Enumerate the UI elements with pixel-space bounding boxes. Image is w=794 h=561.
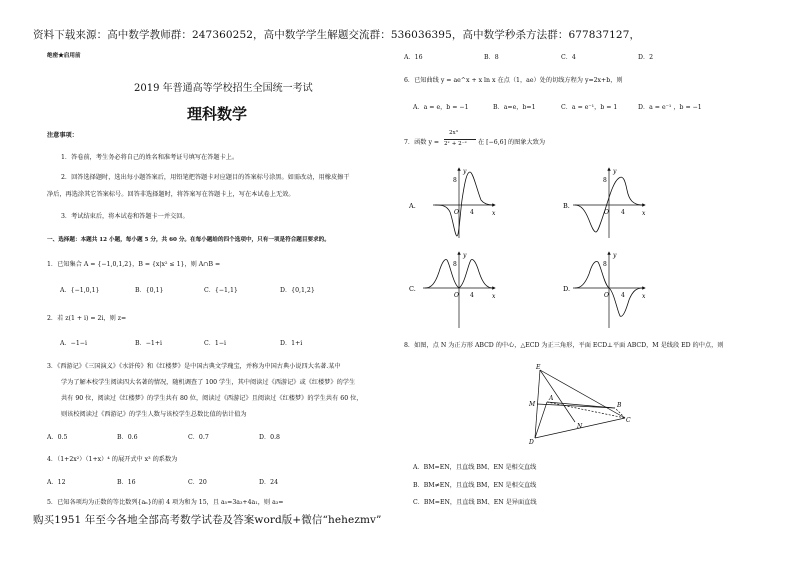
q7-fraction-bar bbox=[444, 139, 476, 140]
q4-option-c: C．20 bbox=[188, 479, 207, 486]
section-heading: 一、选择题：本题共 12 小题，每小题 5 分，共 60 分。在每小题给的四个选项中，只有一项是符合题目要求的。 bbox=[47, 237, 330, 243]
graph-b-y-label: y bbox=[613, 168, 617, 175]
q5-option-c: C．4 bbox=[561, 54, 576, 61]
point-m: M bbox=[529, 401, 536, 408]
point-a: A bbox=[549, 395, 554, 402]
q8-option-c: C．BM=EN，且直线 BM、EN 是异面直线 bbox=[413, 499, 537, 506]
q7-denominator: 2ˣ + 2⁻ˣ bbox=[444, 141, 468, 147]
point-b: B bbox=[617, 402, 622, 409]
segment-en bbox=[540, 370, 575, 422]
point-n: N bbox=[577, 423, 583, 430]
graph-a-origin: O bbox=[454, 209, 459, 216]
notice-2-cont: 净后，再选涂其它答案标号。回答非选择题时，将答案写在答题卡上，写在本试卷上无效。 bbox=[47, 191, 295, 198]
footer-banner: 购买1951 年至今各地全部高考数学试卷及答案word版+微信“hehezmv” bbox=[33, 514, 382, 526]
graph-a bbox=[408, 168, 496, 238]
graph-c-origin: O bbox=[454, 292, 459, 299]
edge-da bbox=[535, 402, 547, 438]
graph-d-tick-x: 4 bbox=[621, 292, 625, 299]
question-3-line4: 则该校阅读过《西游记》的学生人数与该校学生总数比值的估计值为 bbox=[61, 411, 247, 418]
q1-option-a: A．{−1,0,1} bbox=[60, 287, 100, 294]
question-5: 5．已知各项均为正数的等比数列{aₙ}的前 4 项为和为 15，且 a₅=3a₃+4a₁，则 a₃= bbox=[47, 499, 284, 506]
q8-figure bbox=[520, 360, 640, 450]
graph-b bbox=[563, 168, 646, 238]
graph-a-tick-y: 8 bbox=[453, 177, 457, 184]
q8-option-b: B．BM≠EN，且直线 BM，EN 是相交直线 bbox=[413, 482, 537, 489]
q2-option-b: B．−1+i bbox=[135, 340, 163, 347]
graph-c-tick-x: 4 bbox=[470, 292, 474, 299]
q6-option-d: D．a = e⁻¹ ，b = −1 bbox=[638, 104, 702, 111]
q7-suffix: 在 [−6,6] 的图象大致为 bbox=[478, 139, 546, 146]
graph-a-x-label: x bbox=[492, 210, 496, 217]
question-4: 4．（1+2x²）（1+x）⁴ 的展开式中 x³ 的系数为 bbox=[47, 456, 178, 463]
q3-option-a: A．0.5 bbox=[47, 434, 68, 441]
graph-c-tick-y: 8 bbox=[453, 261, 457, 268]
exam-title: 2019 年普通高等学校招生全国统一考试 bbox=[134, 83, 313, 94]
header-banner: 资料下载来源：高中数学教师群：247360252，高中数学学生解题交流群：536036395，高中数学秒杀方法群：677837127， bbox=[33, 29, 641, 41]
edge-ec bbox=[540, 370, 625, 418]
graph-d-origin: O bbox=[604, 292, 609, 299]
question-3-line2: 学为了解本校学生阅读四大名著的情况，随机调查了 100 学生，其中阅读过《西游记》或《红楼梦》的学生 bbox=[61, 379, 356, 386]
secret-label: 绝密★启用前 bbox=[47, 53, 81, 59]
question-3-line3: 共有 90 位，阅读过《红楼梦》的学生共有 80 位，阅读过《西游记》且阅读过《红楼梦》的学生共有 60 位， bbox=[61, 395, 363, 402]
q7-graphs bbox=[395, 160, 785, 330]
point-e: E bbox=[536, 364, 541, 371]
question-1: 1．已知集合 A = {−1,0,1,2}，B = {x|x² ≤ 1}，则 A∩B = bbox=[47, 261, 221, 268]
q2-option-a: A．−1−i bbox=[60, 340, 87, 347]
q2-option-c: C．1−i bbox=[204, 340, 227, 347]
q3-option-b: B．0.6 bbox=[117, 434, 138, 441]
graph-c-x-label: x bbox=[492, 293, 496, 300]
q3-option-c: C．0.7 bbox=[188, 434, 209, 441]
q6-option-a: A．a = e，b = −1 bbox=[413, 104, 469, 111]
graph-b-tick-y: 8 bbox=[603, 177, 607, 184]
graph-c bbox=[409, 252, 496, 328]
q5-option-d: D．2 bbox=[638, 54, 654, 61]
q3-option-d: D．0.8 bbox=[259, 434, 280, 441]
q8-option-a: A．BM=EN，且直线 BM、EN 是相交直线 bbox=[413, 464, 537, 471]
q7-prefix: 7．函数 y = bbox=[404, 139, 440, 146]
graph-d-label: D. bbox=[563, 285, 571, 293]
q7-numerator: 2x³ bbox=[449, 130, 458, 136]
graph-d-x-label: x bbox=[642, 293, 646, 300]
q6-option-c: C．a = e⁻¹，b = 1 bbox=[561, 104, 618, 111]
graph-b-x-label: x bbox=[642, 210, 646, 217]
question-3-line1: 3．《西游记》《三国演义》《水浒传》和《红楼梦》是中国古典文学瑰宝，并称为中国古典小说四大名著.某中 bbox=[47, 363, 341, 370]
q4-option-d: D．24 bbox=[259, 479, 279, 486]
graph-d-y-label: y bbox=[613, 252, 617, 259]
graph-b-tick-x: 4 bbox=[621, 209, 625, 216]
graph-d bbox=[563, 252, 646, 328]
graph-c-label: C. bbox=[409, 285, 416, 293]
graph-a-tick-x: 4 bbox=[470, 209, 474, 216]
q1-option-d: D．{0,1,2} bbox=[280, 287, 315, 294]
graph-a-y-label: y bbox=[463, 168, 467, 175]
q2-option-d: D．1+i bbox=[280, 340, 303, 347]
graph-d-tick-y: 8 bbox=[603, 261, 607, 268]
diagonal-ac bbox=[547, 402, 625, 418]
question-2: 2．若 z(1 + i) = 2i，则 z= bbox=[47, 315, 127, 322]
notice-3: 3．考试结束后，将本试卷和答题卡一并交回。 bbox=[61, 213, 189, 220]
graph-a-label: A. bbox=[409, 202, 416, 210]
q4-option-b: B．16 bbox=[117, 479, 136, 486]
question-6: 6．已知曲线 y = ae^x + x ln x 在点（1，ae）处的切线方程为 y=2x+b，则 bbox=[404, 77, 623, 84]
graph-a-curve bbox=[435, 172, 493, 236]
graph-b-label: B. bbox=[563, 202, 570, 210]
graph-c-y-label: y bbox=[463, 252, 467, 259]
q5-option-a: A．16 bbox=[404, 54, 423, 61]
graph-b-origin: O bbox=[604, 209, 609, 216]
notice-1: 1．答卷前，考生务必将自己的姓名和准考证号填写在答题卡上。 bbox=[61, 154, 239, 161]
q4-option-a: A．12 bbox=[47, 479, 66, 486]
point-d: D bbox=[529, 439, 534, 446]
q1-option-b: B．{0,1} bbox=[135, 287, 164, 294]
q5-option-b: B．8 bbox=[484, 54, 499, 61]
question-8: 8．如图，点 N 为正方形 ABCD 的中心，△ECD 为正三角形，平面 ECD⊥平面 ABCD，M 是线段 ED 的中点，则 bbox=[404, 342, 724, 349]
point-c: C bbox=[626, 417, 631, 424]
notice-heading: 注意事项： bbox=[47, 132, 78, 139]
subject-title: 理科数学 bbox=[187, 105, 248, 123]
notice-2: 2．回答选择题时，选出每小题答案后，用铅笔把答题卡对应题目的答案标号涂黑。如需改动，用橡皮擦干 bbox=[61, 174, 350, 181]
q6-option-b: B．a=e，b=1 bbox=[493, 104, 536, 111]
q1-option-c: C．{−1,1} bbox=[204, 287, 238, 294]
